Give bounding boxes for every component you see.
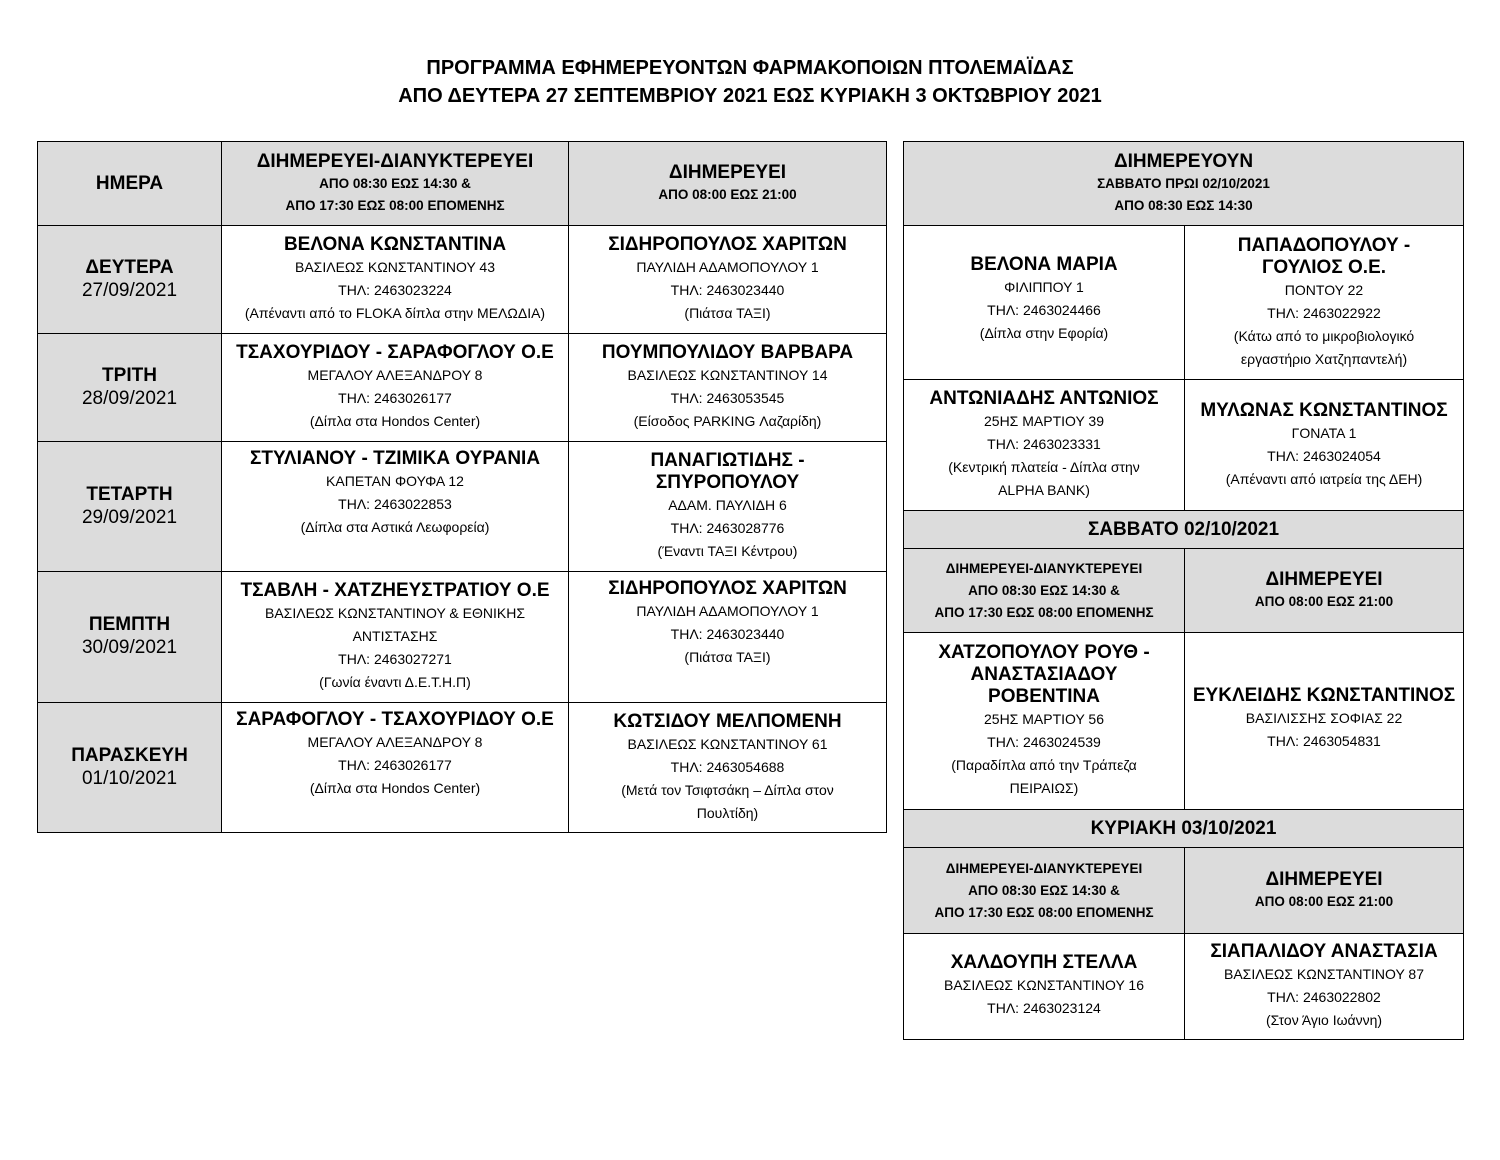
table-row (904, 226, 1464, 380)
pharmacy-phone: ΤΗΛ: 2463026177 (338, 757, 452, 773)
pharmacy-note-line1: (Μετά τον Τσιφτσάκη – Δίπλα στον (621, 781, 834, 798)
weekend-schedule-table (903, 141, 1464, 1040)
pharmacy-phone: ΤΗΛ: 2463054831 (1267, 733, 1381, 749)
pharmacy-address: ΠΑΥΛΙΔΗ ΑΔΑΜΟΠΟΥΛΟΥ 1 (636, 259, 819, 275)
pharmacy-address-line1: ΒΑΣΙΛΕΩΣ ΚΩΝΣΤΑΝΤΙΝΟΥ & ΕΘΝΙΚΗΣ (265, 605, 525, 621)
table-row (38, 334, 887, 442)
pharmacy-name: ΠΟΥΜΠΟΥΛΙΔΟΥ ΒΑΡΒΑΡΑ (601, 342, 854, 363)
day-name: ΤΕΤΑΡΤΗ (86, 483, 173, 505)
pharmacy-phone: ΤΗΛ: 2463024539 (987, 734, 1101, 750)
pharmacy-note: (Απέναντι από το FLOKA δίπλα στην ΜΕΛΩΔΙΑ) (244, 305, 546, 321)
pharmacy-name: ΚΩΤΣΙΔΟΥ ΜΕΛΠΟΜΕΝΗ (613, 710, 842, 732)
table-row (38, 442, 887, 572)
pharmacy-address: ΒΑΣΙΛΕΩΣ ΚΩΝΣΤΑΝΤΙΝΟΥ 87 (1224, 966, 1424, 982)
pharmacy-name-line3: ΡΟΒΕΝΤΙΝΑ (988, 686, 1100, 707)
day-cell (38, 572, 222, 703)
day-date: 27/09/2021 (81, 279, 178, 301)
pharmacy-name: ΣΙΔΗΡΟΠΟΥΛΟΣ ΧΑΡΙΤΩΝ (608, 234, 847, 255)
pharmacy-address: ΦΙΛΙΠΠΟΥ 1 (1004, 279, 1084, 295)
pharmacy-address: ΚΑΠΕΤΑΝ ΦΟΥΦΑ 12 (326, 473, 464, 489)
pharmacy-name: ΑΝΤΩΝΙΑΔΗΣ ΑΝΤΩΝΙΟΣ (929, 388, 1159, 409)
saturday-header-row (904, 549, 1464, 633)
pharmacy-address: ΒΑΣΙΛΙΣΣΗΣ ΣΟΦΙΑΣ 22 (1245, 710, 1403, 726)
header-col1-cell (222, 142, 569, 226)
pharmacy-note-line2: Πουλτίδη) (696, 804, 759, 821)
table-row (38, 572, 887, 703)
header-row (38, 142, 887, 226)
pharmacy-cell (1185, 633, 1464, 810)
pharmacy-cell (569, 703, 887, 833)
pharmacy-address: 25ΗΣ ΜΑΡΤΙΟΥ 56 (984, 711, 1104, 727)
pharmacy-address: ΑΔΑΜ. ΠΑΥΛΙΔΗ 6 (668, 497, 787, 513)
sunday-col2-line1: ΑΠΟ 08:00 ΕΩΣ 21:00 (1254, 893, 1394, 909)
pharmacy-phone: ΤΗΛ: 2463024054 (1267, 447, 1381, 464)
pharmacy-phone: ΤΗΛ: 2463022802 (1267, 989, 1381, 1005)
pharmacy-note-line1: (Κάτω από το μικροβιολογικό (1233, 327, 1415, 344)
pharmacy-phone: ΤΗΛ: 2463026177 (338, 390, 452, 406)
header-day-cell (38, 142, 222, 226)
day-name: ΠΑΡΑΣΚΕΥΗ (71, 744, 188, 766)
pharmacy-cell (904, 934, 1185, 1040)
pharmacy-address: ΒΑΣΙΛΕΩΣ ΚΩΝΣΤΑΝΤΙΝΟΥ 16 (944, 977, 1144, 993)
sunday-section-row (904, 810, 1464, 848)
pharmacy-address: ΒΑΣΙΛΕΩΣ ΚΩΝΣΤΑΝΤΙΝΟΥ 61 (627, 735, 828, 752)
pharmacy-note: (Πιάτσα ΤΑΞΙ) (684, 305, 771, 321)
pharmacy-cell (569, 226, 887, 334)
table-row (38, 703, 887, 833)
day-cell (38, 334, 222, 442)
header-col1-title: ΔΙΗΜΕΡΕΥΕΙ-ΔΙΑΝΥΚΤΕΡΕΥΕΙ (256, 150, 534, 172)
day-name: ΠΕΜΠΤΗ (88, 614, 171, 635)
sunday-section-title: ΚΥΡΙΑΚΗ 03/10/2021 (904, 810, 1464, 848)
table-row (904, 934, 1464, 1040)
pharmacy-name-line2: ΓΟΥΛΙΟΣ Ο.Ε. (1261, 256, 1387, 278)
sunday-col1-line3: ΑΠΟ 17:30 ΕΩΣ 08:00 ΕΠΟΜΕΝΗΣ (934, 904, 1154, 920)
pharmacy-phone: ΤΗΛ: 2463023440 (670, 626, 785, 642)
pharmacy-note: (Στον Άγιο Ιωάννη) (1265, 1012, 1383, 1028)
saturday-morning-header (904, 142, 1464, 226)
pharmacy-phone: ΤΗΛ: 2463022853 (338, 496, 452, 512)
header-day-label: ΗΜΕΡΑ (95, 172, 164, 194)
day-date: 28/09/2021 (81, 387, 178, 409)
pharmacy-note-line2: εργαστήριο Χατζηπαντελή) (1240, 350, 1408, 367)
pharmacy-name-line1: ΧΑΤΖΟΠΟΥΛΟΥ ΡΟΥΘ - (938, 642, 1150, 663)
pharmacy-address: ΠΑΥΛΙΔΗ ΑΔΑΜΟΠΟΥΛΟΥ 1 (636, 603, 819, 619)
table-row (904, 633, 1464, 810)
sunday-col1-line1: ΔΙΗΜΕΡΕΥΕΙ-ΔΙΑΝΥΚΤΕΡΕΥΕΙ (945, 860, 1143, 876)
saturday-section-title: ΣΑΒΒΑΤΟ 02/10/2021 (904, 511, 1464, 549)
pharmacy-note-line2: ΠΕΙΡΑΙΩΣ) (1009, 780, 1079, 796)
pharmacy-name: ΒΕΛΟΝΑ ΚΩΝΣΤΑΝΤΙΝΑ (283, 234, 507, 255)
pharmacy-address: ΜΕΓΑΛΟΥ ΑΛΕΞΑΝΔΡΟΥ 8 (307, 367, 483, 383)
saturday-col1-line2: ΑΠΟ 08:30 ΕΩΣ 14:30 & (968, 582, 1120, 598)
saturday-col1-line1: ΔΙΗΜΕΡΕΥΕΙ-ΔΙΑΝΥΚΤΕΡΕΥΕΙ (945, 560, 1143, 576)
sunday-col1-header (904, 848, 1185, 934)
pharmacy-phone: ΤΗΛ: 2463022922 (1267, 304, 1381, 321)
pharmacy-address: 25ΗΣ ΜΑΡΤΙΟΥ 39 (984, 413, 1104, 429)
sunday-col1-line2: ΑΠΟ 08:30 ΕΩΣ 14:30 & (968, 882, 1120, 898)
day-date: 29/09/2021 (81, 506, 178, 528)
document-title (0, 54, 1500, 110)
pharmacy-name: ΧΑΛΔΟΥΠΗ ΣΤΕΛΛΑ (950, 952, 1138, 973)
pharmacy-phone: ΤΗΛ: 2463023331 (987, 436, 1101, 452)
pharmacy-note: (Δίπλα στα Hondos Center) (309, 413, 481, 429)
pharmacy-name: ΕΥΚΛΕΙΔΗΣ ΚΩΝΣΤΑΝΤΙΝΟΣ (1192, 685, 1456, 706)
pharmacy-cell (569, 334, 887, 442)
pharmacy-cell (222, 703, 569, 833)
pharmacy-name-line1: ΠΑΠΑΔΟΠΟΥΛΟΥ - (1237, 234, 1411, 256)
pharmacy-phone: ΤΗΛ: 2463027271 (338, 651, 452, 667)
pharmacy-cell (569, 442, 887, 572)
pharmacy-note: (Δίπλα στα Hondos Center) (309, 780, 481, 796)
pharmacy-cell (222, 334, 569, 442)
pharmacy-note: (Δίπλα στην Εφορία) (979, 325, 1109, 341)
saturday-morning-header-row (904, 142, 1464, 226)
day-name: ΔΕΥΤΕΡΑ (85, 256, 174, 278)
saturday-morning-title: ΔΙΗΜΕΡΕΥΟΥΝ (1113, 150, 1254, 172)
pharmacy-name-line2: ΣΠΥΡΟΠΟΥΛΟΥ (655, 472, 800, 493)
pharmacy-name-line2: ΑΝΑΣΤΑΣΙΑΔΟΥ (970, 664, 1118, 685)
day-cell (38, 226, 222, 334)
pharmacy-cell (904, 226, 1185, 380)
pharmacy-name: ΒΕΛΟΝΑ ΜΑΡΙΑ (970, 254, 1118, 275)
saturday-col2-header (1185, 549, 1464, 633)
pharmacy-note-line1: (Παραδίπλα από την Τράπεζα (951, 757, 1137, 773)
pharmacy-cell (222, 572, 569, 703)
pharmacy-phone: ΤΗΛ: 2463053545 (670, 390, 785, 406)
pharmacy-cell (904, 380, 1185, 511)
saturday-morning-line2: ΑΠΟ 08:30 ΕΩΣ 14:30 (1114, 197, 1253, 213)
pharmacy-phone: ΤΗΛ: 2463023224 (338, 282, 452, 298)
pharmacy-name: ΣΑΡΑΦΟΓΛΟΥ - ΤΣΑΧΟΥΡΙΔΟΥ Ο.Ε (236, 709, 554, 730)
title-line-2: ΑΠΟ ΔΕΥΤΕΡΑ 27 ΣΕΠΤΕΜΒΡΙΟΥ 2021 ΕΩΣ ΚΥΡΙΑΚΗ 3 ΟΚΤΩΒΡΙΟΥ 2021 (398, 85, 1102, 107)
header-col2-line1: ΑΠΟ 08:00 ΕΩΣ 21:00 (658, 186, 797, 202)
pharmacy-cell (222, 226, 569, 334)
pharmacy-phone: ΤΗΛ: 2463054688 (670, 758, 785, 775)
pharmacy-name-line1: ΠΑΝΑΓΙΩΤΙΔΗΣ - (650, 450, 805, 471)
pharmacy-note: (Έναντι ΤΑΞΙ Κέντρου) (657, 543, 798, 559)
header-col2-cell (569, 142, 887, 226)
pharmacy-note: (Είσοδος PARKING Λαζαρίδη) (633, 413, 822, 429)
day-cell (38, 703, 222, 833)
pharmacy-cell (1185, 380, 1464, 511)
day-cell (38, 442, 222, 572)
weekday-schedule-table (37, 141, 887, 833)
day-date: 30/09/2021 (81, 637, 178, 658)
saturday-col2-title: ΔΙΗΜΕΡΕΥΕΙ (1265, 568, 1383, 590)
day-date: 01/10/2021 (81, 767, 178, 789)
saturday-col1-line3: ΑΠΟ 17:30 ΕΩΣ 08:00 ΕΠΟΜΕΝΗΣ (934, 604, 1154, 620)
pharmacy-name: ΣΤΥΛΙΑΝΟΥ - ΤΖΙΜΙΚΑ ΟΥΡΑΝΙΑ (249, 448, 541, 469)
pharmacy-cell (1185, 226, 1464, 380)
header-col2-title: ΔΙΗΜΕΡΕΥΕΙ (668, 161, 787, 183)
pharmacy-cell (222, 442, 569, 572)
pharmacy-address: ΒΑΣΙΛΕΩΣ ΚΩΝΣΤΑΝΤΙΝΟΥ 43 (295, 259, 495, 275)
pharmacy-address-line2: ΑΝΤΙΣΤΑΣΗΣ (352, 628, 438, 644)
pharmacy-name: ΤΣΑΒΛΗ - ΧΑΤΖΗΕΥΣΤΡΑΤΙΟΥ Ο.Ε (240, 580, 550, 601)
sunday-col2-title: ΔΙΗΜΕΡΕΥΕΙ (1265, 868, 1383, 890)
pharmacy-note-line1: (Κεντρική πλατεία - Δίπλα στην (948, 459, 1140, 475)
saturday-section-row (904, 511, 1464, 549)
pharmacy-note-line2: ALPHA BANK) (998, 482, 1090, 498)
pharmacy-cell (1185, 934, 1464, 1040)
pharmacy-address: ΒΑΣΙΛΕΩΣ ΚΩΝΣΤΑΝΤΙΝΟΥ 14 (627, 367, 828, 383)
pharmacy-address: ΓΟΝΑΤΑ 1 (1291, 424, 1357, 441)
header-col1-line1: ΑΠΟ 08:30 ΕΩΣ 14:30 & (319, 175, 471, 191)
pharmacy-note: (Γωνία έναντι Δ.Ε.Τ.Η.Π) (319, 674, 471, 690)
table-row (904, 380, 1464, 511)
pharmacy-phone: ΤΗΛ: 2463028776 (670, 520, 785, 536)
pharmacy-phone: ΤΗΛ: 2463023124 (987, 1000, 1101, 1016)
table-row (38, 226, 887, 334)
pharmacy-note: (Πιάτσα ΤΑΞΙ) (684, 649, 771, 665)
pharmacy-address: ΠΟΝΤΟΥ 22 (1284, 281, 1364, 298)
pharmacy-name: ΜΥΛΩΝΑΣ ΚΩΝΣΤΑΝΤΙΝΟΣ (1200, 399, 1448, 421)
pharmacy-note: (Δίπλα στα Αστικά Λεωφορεία) (300, 519, 490, 535)
pharmacy-note: (Απέναντι από ιατρεία της ΔΕΗ) (1225, 470, 1423, 487)
pharmacy-phone: ΤΗΛ: 2463024466 (987, 302, 1101, 318)
pharmacy-name: ΣΙΑΠΑΛΙΔΟΥ ΑΝΑΣΤΑΣΙΑ (1210, 941, 1438, 962)
sunday-col2-header (1185, 848, 1464, 934)
pharmacy-cell (569, 572, 887, 703)
pharmacy-name: ΤΣΑΧΟΥΡΙΔΟΥ - ΣΑΡΑΦΟΓΛΟΥ Ο.Ε (236, 342, 554, 363)
sunday-header-row (904, 848, 1464, 934)
saturday-col2-line1: ΑΠΟ 08:00 ΕΩΣ 21:00 (1254, 593, 1394, 609)
day-name: ΤΡΙΤΗ (102, 364, 157, 386)
pharmacy-phone: ΤΗΛ: 2463023440 (670, 282, 785, 298)
pharmacy-cell (904, 633, 1185, 810)
saturday-col1-header (904, 549, 1185, 633)
title-line-1: ΠΡΟΓΡΑΜΜΑ ΕΦΗΜΕΡΕΥΟΝΤΩΝ ΦΑΡΜΑΚΟΠΟΙΩΝ ΠΤΟΛΕΜΑΪΔΑΣ (426, 57, 1074, 79)
pharmacy-address: ΜΕΓΑΛΟΥ ΑΛΕΞΑΝΔΡΟΥ 8 (307, 734, 483, 750)
saturday-morning-line1: ΣΑΒΒΑΤΟ ΠΡΩΙ 02/10/2021 (1097, 175, 1270, 191)
pharmacy-name: ΣΙΔΗΡΟΠΟΥΛΟΣ ΧΑΡΙΤΩΝ (608, 578, 847, 599)
header-col1-line2: ΑΠΟ 17:30 ΕΩΣ 08:00 ΕΠΟΜΕΝΗΣ (285, 197, 505, 213)
